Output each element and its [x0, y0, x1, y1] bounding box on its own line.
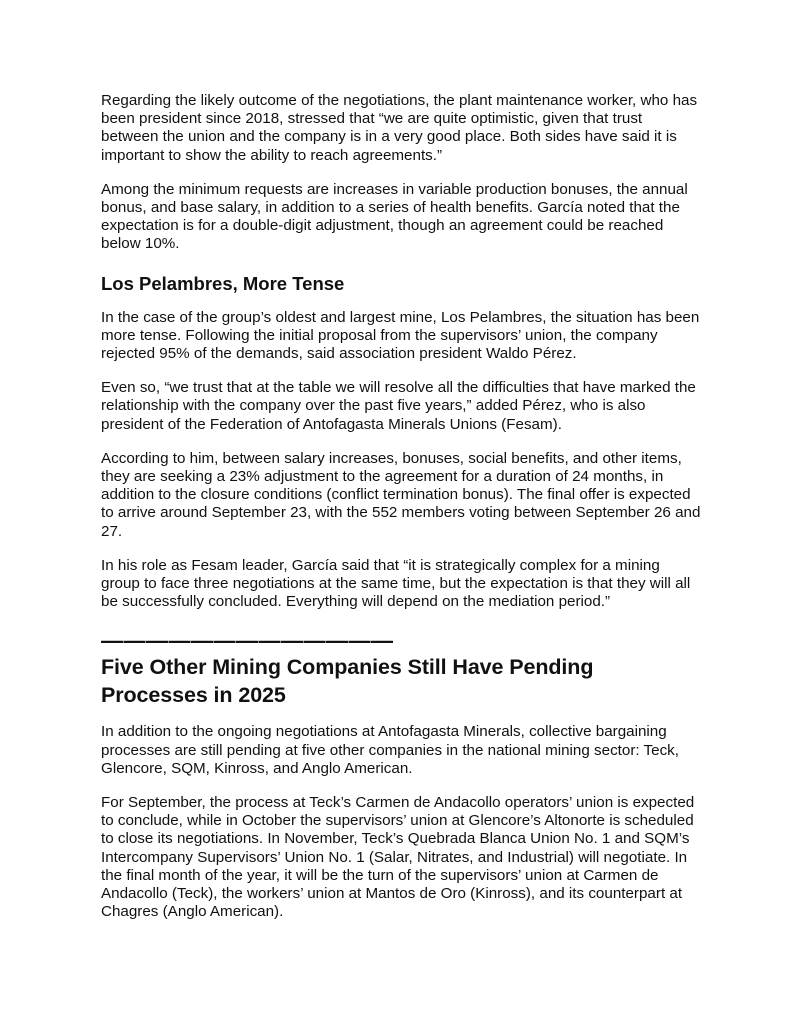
paragraph-pending-companies: In addition to the ongoing negotiations at Antofagasta Minerals, collective bargaining processes are still pending at five other companies in the national mining sector: Teck, Glencore, SQM, Kinross, and Anglo American. [101, 723, 679, 777]
paragraph-perez-quote: Even so, “we trust that at the table we will resolve all the difficulties that have marked the relationship with the company over the past five years,” added Pérez, who is also president of the Federation of Antofagasta Minerals Unions (Fesam). [101, 379, 696, 433]
paragraph-requests: Among the minimum requests are increases in variable production bonuses, the annual bonus, and base salary, in addition to a series of health benefits. García noted that the expectation is for a double-digit adjustment, though an agreement could be reached below 10%. [101, 180, 688, 253]
section-divider: ————————————— [101, 631, 394, 650]
paragraph-pelambres-tense: In the case of the group’s oldest and largest mine, Los Pelambres, the situation has been more tense. Following the initial proposal from the supervisors’ union, the company rejected 95% of the demands, said association president Waldo Pérez. [101, 308, 700, 363]
paragraph-adjustment: According to him, between salary increases, bonuses, social benefits, and other items, they are seeking a 23% adjustment to the agreement for a duration of 24 months, in addition to the closure conditions (conflict termination bonus). The final offer is expected to arrive around September 23, with the 552 members voting between September 26 and 27. [101, 449, 701, 540]
document-page [101, 92, 701, 922]
section-heading-pelambres: Los Pelambres, More Tense [101, 272, 345, 294]
paragraph-fesam-leader: In his role as Fesam leader, García said that “it is strategically complex for a mining group to face three negotiations at the same time, but the expectation is that they will all be successfully concluded. Everything will depend on the mediation period.” [101, 556, 691, 611]
section-heading-pending-processes: Five Other Mining Companies Still Have Pending Processes in 2025 [101, 655, 594, 708]
paragraph-schedule: For September, the process at Teck’s Carmen de Andacollo operators’ union is expected to conclude, while in October the supervisors’ union at Glencore’s Altonorte is scheduled to close its negotiations. In November, Teck’s Quebrada Blanca Union No. 1 and SQM’s Intercompany Supervisors’ Union No. 1 (Salar, Nitrates, and Industrial) will negotiate. In the final month of the year, it will be the turn of the supervisors’ union at Carmen de Andacollo (Teck), the workers’ union at Mantos de Oro (Kinross), and its counterpart at Chagres (Anglo American). [101, 794, 695, 921]
paragraph-outcome: Regarding the likely outcome of the negotiations, the plant maintenance worker, who has been president since 2018, stressed that “we are quite optimistic, given that trust between the union and the company is in a very good place. Both sides have said it is important to show the ability to reach agreements.” [101, 92, 698, 164]
